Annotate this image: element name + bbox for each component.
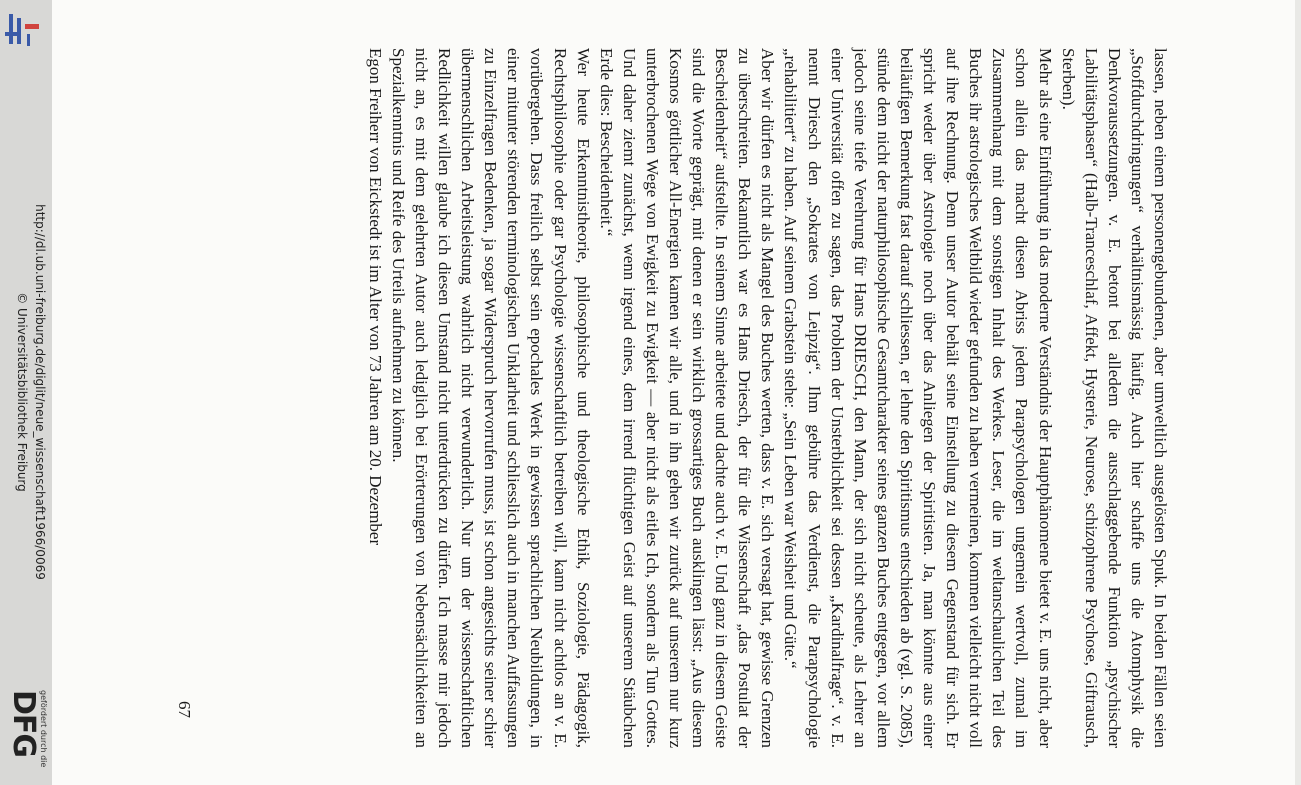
dfg-logo-text: DFG <box>6 690 41 758</box>
dfg-funded-label: gefördert durch die <box>39 690 48 768</box>
copyright-notice: © Universitätsbibliothek Freiburg <box>15 292 29 492</box>
page-number: 67 <box>175 701 194 718</box>
source-url[interactable]: http://dl.ub.uni-freiburg.de/diglit/neue_wissenschaft1966/0069 <box>33 204 47 580</box>
viewer-sidebar <box>0 0 52 785</box>
paragraph-4: Wer heute Erkenntnistheorie, philosophische und theologische Ethik, Soziologie, Pädagogik, Rechtsphilosophie oder gar Psychologie wissenschaftlich betreiben will, kann nicht achtlos an v. E. vorübergehen. Dass freilich selbst sein epochales Werk in gewissen sprachlichen Neubildungen, in einer mitunter störenden terminologischen Unklarheit und schliesslich auch in manchen Auffassungen zu Einzelfragen Bedenken, ja sogar Widerspruch hervorrufen muss, ist schon angesichts seiner schier übermenschlichen Arbeitsleistung wahrlich nicht verwunderlich. Nur um der wissenschaftlichen Redlichkeit willen glaube ich diesen Umstand nicht unterdrücken zu dürfen. Ich masse mir jedoch nicht an, es mit dem gelehrten Autor auch lediglich bei Erörterungen von Nebensächlichkeiten an Spezialkenntnis und Reife des Urteils aufnehmen zu können. <box>388 48 593 748</box>
paragraph-3: Aber wir dürfen es nicht als Mangel des Buches werten, dass v. E. sich versagt hat, gewisse Grenzen zu überschreiten. Bekanntlich war es Hans Driesch, der für die Wissenschaft „das Postulat der Bescheidenheit“ aufstellte. In seinem Sinne arbeitete und dachte auch v. E. Und ganz in diesem Geiste sind die Worte geprägt, mit denen er sein wirklich grossartiges Buch ausklingen lässt: „Aus diesem Kosmos göttlicher All-Energien kamen wir alle, und in ihn gehen wir zurück auf unserem nur kurz unterbrochenen Wege von Ewigkeit zu Ewigkeit — aber nicht als eitles Ich, sondern als Tun Gottes. Und daher ziemt zunächst, wenn irgend eines, dem irrend flüchtigen Geist auf unserem Stäubchen Erde dies: Bescheidenheit.“ <box>596 48 778 748</box>
paragraph-1: lassen, neben einem personengebundenen, aber umweltlich ausgelösten Spuk. In beiden Fällen seien „Stoffdurchdringungen“ verhältnismässig häufig. Auch hier schaffe uns die Atomphysik die Denkvoraussetzungen. v. E. betont bei alledem die ausschlaggebende Funktion „psychischer Labilitätsphasen“ (Halb-Tranceschlaf, Affekt, Hysterie, Neurose, schizophrene Psychose, Giftrausch, Sterben). <box>1058 48 1170 748</box>
page-edge <box>1295 0 1301 785</box>
dfg-logo <box>0 690 48 782</box>
scanned-page <box>54 22 1194 762</box>
paragraph-2: Mehr als eine Einführung in das moderne Verständnis der Hauptphänomene bietet v. E. uns nicht, aber schon allein das macht diesen Abriss jedem Parapsychologen ungemein wertvoll, zumal im Zusammenhang mit dem sonstigen Inhalt des Werkes. Leser, die im weltanschaulichen Teil des Buches ihr astrologisches Weltbild wieder gefunden zu haben vermeinen, kommen vielleicht nicht voll auf ihre Rechnung. Denn unser Autor behält seine Einstellung zu diesem Gegenstand für sich. Er spricht weder über Astrologie noch über das Anliegen der Spiritisten. Ja, man könnte aus einer beiläufigen Bemerkung fast darauf schliessen, er lehne den Spiritismus entschieden ab (vgl. S. 2085), stünde dem nicht der naturphilosophische Gesamtcharakter seines ganzen Buches entgegen, vor allem jedoch seine tiefe Verehrung für Hans DRIESCH, den Mann, der sich nicht scheute, als Lehrer an einer Universität offen zu sagen, das Problem der Unsterblichkeit sei dessen „Kardinalfrage“. v. E. nennt Driesch den „Sokrates von Leipzig“. Ihm gebühre das Verdienst, die Parapsychologie „rehabilitiert“ zu haben. Auf seinem Grabstein stehe: „Sein Leben war Weisheit und Güte.“ <box>781 48 1055 748</box>
source-url-strip <box>3 22 49 762</box>
paragraph-5: Egon Freiherr von Eickstedt ist im Alter von 73 Jahren am 20. Dezember <box>365 48 385 546</box>
page-body <box>68 48 1172 748</box>
